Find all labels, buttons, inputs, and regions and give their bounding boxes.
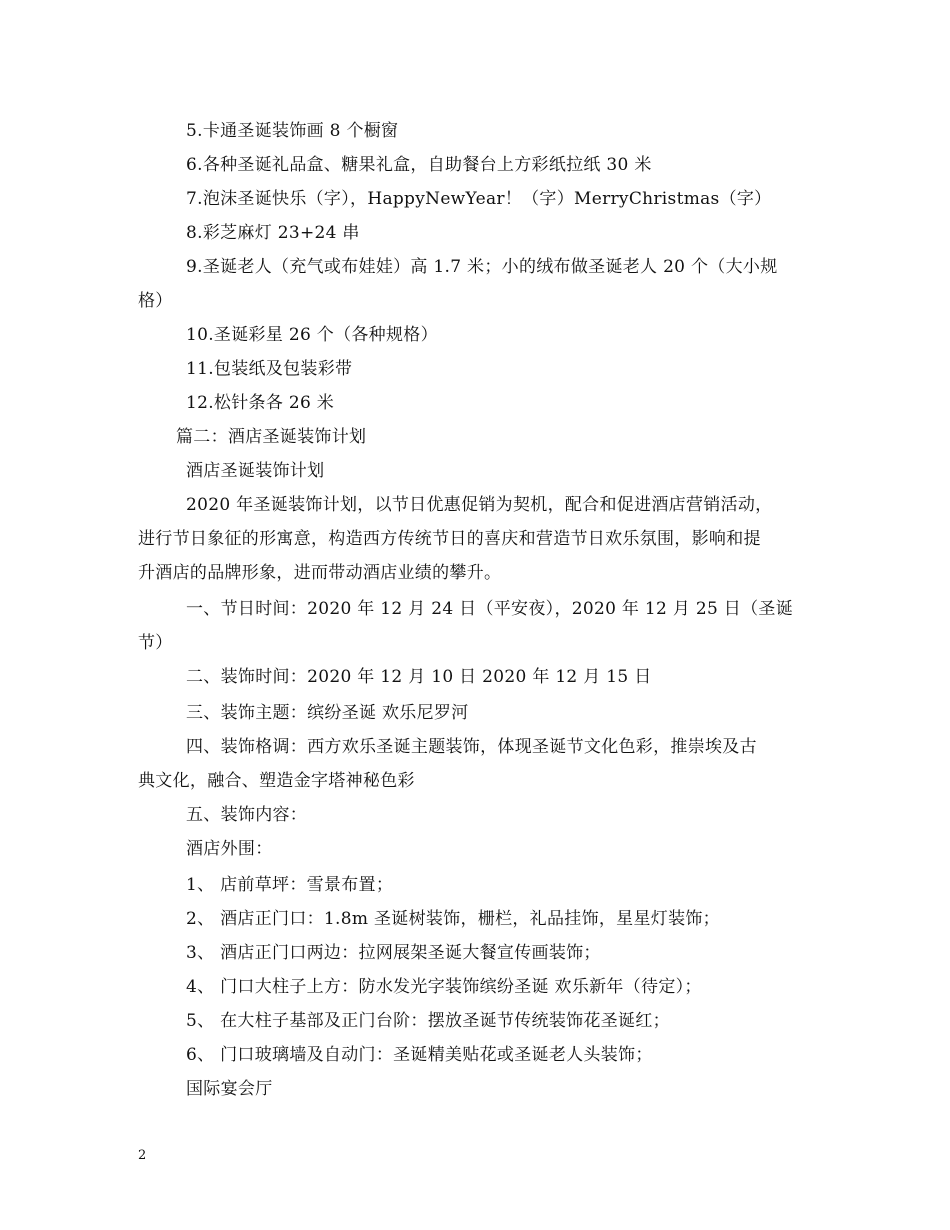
text-line: 格） (138, 291, 173, 311)
text-line: 四、装饰格调：西方欢乐圣诞主题装饰，体现圣诞节文化色彩，推崇埃及古 (186, 737, 757, 757)
text-line: 5.卡通圣诞装饰画 8 个橱窗 (186, 121, 399, 141)
text-line: 五、装饰内容： (186, 805, 308, 825)
list-item: 1、 店前草坪：雪景布置； (186, 875, 394, 895)
list-item: 6、 门口玻璃墙及自动门：圣诞精美贴花或圣诞老人头装饰； (186, 1045, 653, 1065)
document-title: 酒店圣诞装饰计划 (186, 461, 325, 481)
list-item: 5、 在大柱子基部及正门台阶：摆放圣诞节传统装饰花圣诞红； (186, 1011, 670, 1031)
text-line: 12.松针条各 26 米 (186, 393, 335, 413)
list-item: 3、 酒店正门口两边：拉网展架圣诞大餐宣传画装饰； (186, 943, 601, 963)
text-line: 11.包装纸及包装彩带 (186, 359, 353, 379)
list-item: 4、 门口大柱子上方：防水发光字装饰缤纷圣诞 欢乐新年（待定）； (186, 977, 702, 997)
list-item: 2、 酒店正门口：1.8m 圣诞树装饰，栅栏，礼品挂饰，星星灯装饰； (186, 909, 720, 929)
page-number: 2 (138, 1148, 147, 1163)
text-line: 升酒店的品牌形象，进而带动酒店业绩的攀升。 (138, 563, 502, 583)
text-line: 节） (138, 633, 173, 653)
text-line: 进行节日象征的形寓意，构造西方传统节日的喜庆和营造节日欢乐氛围，影响和提 (138, 529, 761, 549)
text-line: 国际宴会厅 (186, 1079, 273, 1099)
text-line: 三、装饰主题：缤纷圣诞 欢乐尼罗河 (186, 703, 469, 723)
text-line: 8.彩芝麻灯 23+24 串 (186, 223, 360, 243)
text-line: 二、装饰时间：2020 年 12 月 10 日 2020 年 12 月 15 日 (186, 667, 652, 687)
text-line: 10.圣诞彩星 26 个（各种规格） (186, 325, 438, 345)
text-line: 2020 年圣诞装饰计划，以节日优惠促销为契机，配合和促进酒店营销活动， (186, 495, 773, 515)
text-line: 6.各种圣诞礼品盒、糖果礼盒，自助餐台上方彩纸拉纸 30 米 (186, 155, 652, 175)
section-heading: 篇二：酒店圣诞装饰计划 (176, 427, 367, 447)
text-line: 典文化，融合、塑造金字塔神秘色彩 (138, 771, 415, 791)
text-line: 一、节日时间：2020 年 12 月 24 日（平安夜），2020 年 12 月 25 日（圣诞 (186, 599, 793, 619)
text-line: 7.泡沫圣诞快乐（字），HappyNewYear！（字）MerryChristmas（字） (186, 189, 772, 209)
text-line: 酒店外围： (186, 839, 273, 859)
text-line: 9.圣诞老人（充气或布娃娃）高 1.7 米；小的绒布做圣诞老人 20 个（大小规 (186, 257, 778, 277)
